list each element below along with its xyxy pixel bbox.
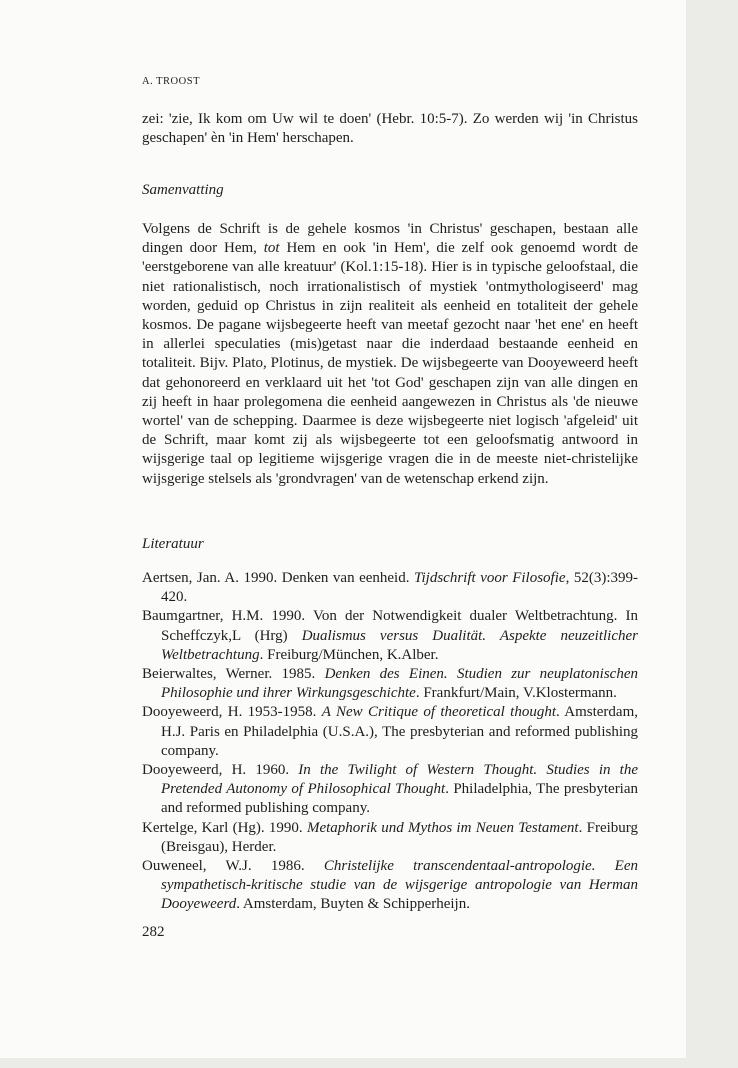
reference-entry bbox=[142, 569, 638, 607]
reference-details: . Philadelphia, The presbyterian and reformed publishing company. bbox=[161, 781, 639, 817]
reference-title: A New Critique of theoretical thought bbox=[321, 704, 556, 721]
reference-details: . Frankfurt/Main, V.Klostermann. bbox=[415, 685, 617, 702]
intro-paragraph: zei: 'zie, Ik kom om Uw wil te doen' (Hebr. 10:5-7). Zo werden wij 'in Christus geschapen' èn 'in Hem' herschapen. bbox=[142, 111, 638, 147]
reference-entry bbox=[142, 665, 638, 703]
reference-title: Metaphorik und Mythos im Neuen Testament bbox=[306, 819, 579, 836]
reference-author: Ouweneel, W.J. 1986. bbox=[142, 858, 324, 875]
reference-title: Tijdschrift voor Filosofie bbox=[414, 570, 566, 586]
reference-details: , 52(3):399-420. bbox=[161, 570, 638, 606]
samenvatting-text-part1: Volgens de Schrift is de gehele kosmos 'in Christus' geschapen, bestaan alle dingen door Hem, bbox=[142, 221, 638, 257]
reference-entry bbox=[142, 703, 638, 761]
reference-title: In the Twilight of Western Thought. Studies in the Pretended Autonomy of Philosophical Thought bbox=[161, 762, 639, 798]
literatuur-heading: Literatuur bbox=[142, 536, 204, 552]
reference-details: . Amsterdam, Buyten & Schipperheijn. bbox=[236, 896, 470, 913]
reference-title: Denken des Einen. Studien zur neuplatonischen Philosophie und ihrer Wirkungsgeschichte bbox=[161, 666, 638, 702]
reference-author: Beierwaltes, Werner. 1985. bbox=[142, 666, 325, 683]
samenvatting-heading: Samenvatting bbox=[142, 182, 224, 198]
reference-author: Kertelge, Karl (Hg). 1990. bbox=[142, 819, 307, 836]
page-number: 282 bbox=[142, 924, 165, 940]
reference-title: Dualismus versus Dualität. Aspekte neuzeitlicher Weltbetrachtung bbox=[161, 627, 638, 663]
reference-title: Christelijke transcendentaal-antropologie. Een sympathetisch-kritische studie van de wijsgerige antropologie van Herman Dooyeweerd bbox=[161, 858, 638, 913]
reference-details: . Amsterdam, H.J. Paris en Philadelphia (U.S.A.), The presbyterian and reformed publishing company. bbox=[161, 704, 639, 759]
reference-details: . Freiburg/München, K.Alber. bbox=[259, 646, 439, 663]
running-head: A. TROOST bbox=[142, 76, 200, 87]
reference-details: . Freiburg (Breisgau), Herder. bbox=[161, 819, 639, 855]
reference-list bbox=[142, 569, 638, 915]
reference-author: Dooyeweerd, H. 1953-1958. bbox=[142, 704, 322, 721]
reference-entry bbox=[142, 761, 638, 819]
reference-entry bbox=[142, 607, 638, 665]
reference-author: Dooyeweerd, H. 1960. bbox=[142, 762, 299, 779]
samenvatting-text-part2: Hem en ook 'in Hem', die zelf ook genoemd wordt de 'eerstgeborene van alle kreatuur' (Kol.1:15-18). Hier is in typische geloofstaal, die niet rationalistisch, noch irrationalistisch of mystiek 'ontmythologiseerd' mag worden, geduid op Christus in zijn realiteit als eenheid en totaliteit der gehele kosmos. De pagane wijsbegeerte heeft van meetaf gezocht naar 'het ene' en heeft in allerlei speculaties (mis)getast naar die inderdaad bestaande eenheid en totaliteit. Bijv. Plato, Plotinus, de mystiek. De wijsbegeerte van Dooyeweerd heeft dat gehonoreerd en verklaard uit het 'tot God' geschapen zijn van alle dingen en zij heeft in haar prolegomena die eenheid aangewezen in Christus als 'de nieuwe wortel' van de schepping. Daarmee is deze wijsbegeerte niet logisch 'afgeleid' uit de Schrift, maar komt zij als wijsbegeerte tot een geloofsmatig antwoord in wijsgerige taal op legitieme wijsgerige vragen die in de meeste niet-christelijke wijsgerige stelsels als 'grondvragen' van de wetenschap erkend zijn. bbox=[142, 240, 639, 487]
samenvatting-paragraph bbox=[142, 220, 638, 489]
reference-author: Aertsen, Jan. A. 1990. Denken van eenheid. bbox=[142, 570, 414, 586]
reference-author: Baumgartner, H.M. 1990. Von der Notwendigkeit dualer Weltbetrachtung. In Scheffczyk,L (Hrg) bbox=[142, 608, 638, 644]
samenvatting-emphasis: tot bbox=[263, 240, 280, 257]
reference-entry bbox=[142, 857, 638, 915]
reference-entry bbox=[142, 819, 638, 857]
